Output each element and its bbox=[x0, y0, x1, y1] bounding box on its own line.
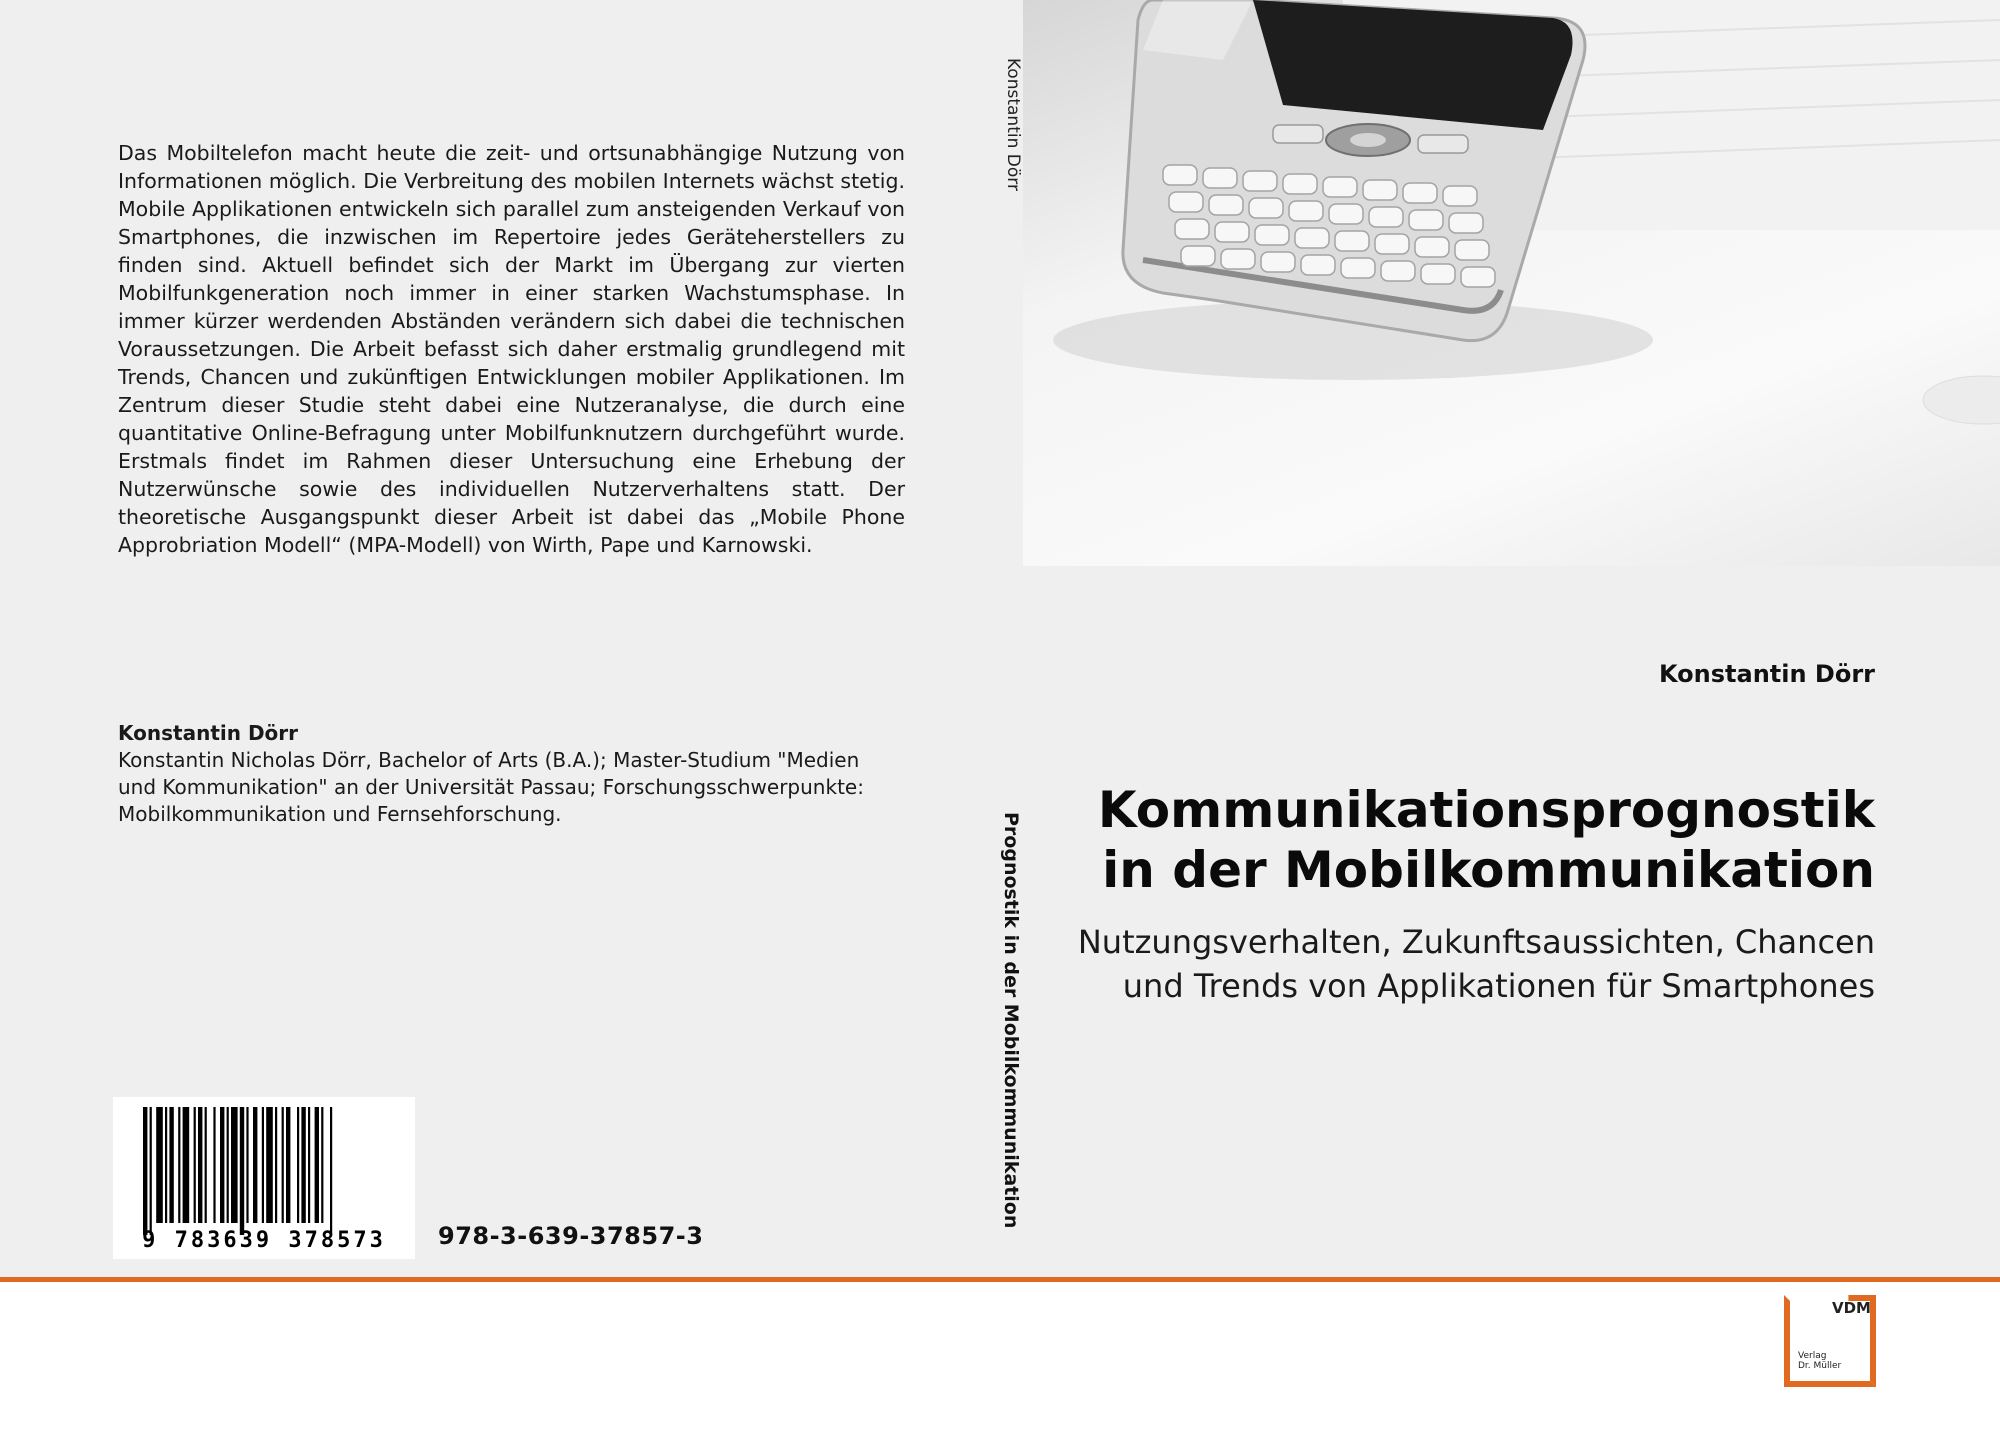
isbn-number: 978-3-639-37857-3 bbox=[438, 1222, 704, 1250]
front-author: Konstantin Dörr bbox=[1658, 660, 1875, 688]
keyboard-key-icon bbox=[1409, 210, 1443, 230]
barcode-bar bbox=[150, 1107, 152, 1235]
keyboard-key-icon bbox=[1221, 249, 1255, 269]
keyboard-key-icon bbox=[1169, 192, 1203, 212]
keyboard-key-icon bbox=[1341, 258, 1375, 278]
back-cover-blurb: Das Mobiltelefon macht heute die zeit- und ortsunabhängige Nutzung von Informationen möglich. Die Verbreitung des mobilen Internets wächst stetig. Mobile Applikationen entwickeln sich parallel zum ansteigenden Verkauf von Smartphones, die inzwischen im Repertoire jedes Geräteherstellers zu finden sind. Aktuell befindet sich der Markt im Übergang zur vierten Mobilfunkgeneration noch immer in einer starken Wachstumsphase. In immer kürzer werdenden Abständen verändern sich dabei die technischen Voraussetzungen. Die Arbeit befasst sich daher erstmalig grundlegend mit Trends, Chancen und zukünftigen Entwicklungen mobiler Applikationen. Im Zentrum dieser Studie steht dabei eine Nutzeranalyse, die durch eine quantitative Online-Befragung unter Mobilfunknutzern durchgeführt wurde. Erstmals findet im Rahmen dieser Untersuchung eine Erhebung der Nutzerwünsche sowie des individuellen Nutzerverhaltens statt. Der theoretische Ausgangspunkt dieser Arbeit ist dabei das „Mobile Phone Approbriation Modell“ (MPA-Modell) von Wirth, Pape und Karnowski. bbox=[118, 140, 905, 557]
keyboard-key-icon bbox=[1381, 261, 1415, 281]
barcode-bar bbox=[240, 1107, 244, 1235]
barcode-bar bbox=[165, 1107, 167, 1223]
author-bio-name: Konstantin Dörr bbox=[118, 721, 299, 745]
smartphone-photo bbox=[1023, 0, 2000, 566]
keyboard-key-icon bbox=[1295, 228, 1329, 248]
barcode bbox=[113, 1097, 415, 1259]
keyboard-key-icon bbox=[1243, 171, 1277, 191]
white-footer bbox=[0, 1282, 2000, 1449]
logo-verlag-text bbox=[1798, 1351, 1841, 1371]
barcode-graphic bbox=[113, 1097, 415, 1259]
barcode-bar bbox=[301, 1107, 305, 1223]
barcode-bar bbox=[194, 1107, 196, 1223]
barcode-bar bbox=[286, 1107, 290, 1223]
keyboard-key-icon bbox=[1175, 219, 1209, 239]
keyboard-key-icon bbox=[1283, 174, 1317, 194]
keyboard-key-icon bbox=[1323, 177, 1357, 197]
barcode-bar bbox=[275, 1107, 277, 1223]
keyboard-key-icon bbox=[1369, 207, 1403, 227]
publisher-logo bbox=[1784, 1295, 1876, 1387]
keyboard-key-icon bbox=[1289, 201, 1323, 221]
barcode-bar bbox=[227, 1107, 229, 1223]
barcode-bar bbox=[156, 1107, 163, 1223]
barcode-bar bbox=[220, 1107, 224, 1223]
keyboard-key-icon bbox=[1301, 255, 1335, 275]
barcode-bar bbox=[315, 1107, 319, 1223]
author-bio-text: Konstantin Nicholas Dörr, Bachelor of Arts (B.A.); Master-Studium "Medien und Kommunikation" an der Universität Passau; Forschungsschwerpunkte: Mobilkommunikation und Fernsehforschung. bbox=[118, 748, 864, 826]
keyboard-key-icon bbox=[1455, 240, 1489, 260]
keyboard-key-icon bbox=[1261, 252, 1295, 272]
barcode-bar bbox=[297, 1107, 299, 1223]
book-title bbox=[975, 780, 1875, 900]
barcode-bar bbox=[253, 1107, 257, 1223]
keyboard-key-icon bbox=[1181, 246, 1215, 266]
barcode-bar bbox=[178, 1107, 180, 1223]
smartphone-icon bbox=[1023, 0, 2000, 566]
book-subtitle-line-1: Nutzungsverhalten, Zukunftsaussichten, Chancen bbox=[1077, 923, 1875, 961]
barcode-bar bbox=[262, 1107, 264, 1223]
barcode-bar bbox=[231, 1107, 238, 1223]
barcode-bar bbox=[266, 1107, 273, 1223]
keyboard-key-icon bbox=[1443, 186, 1477, 206]
barcode-bar bbox=[143, 1107, 147, 1235]
keyboard-key-icon bbox=[1215, 222, 1249, 242]
keyboard-key-icon bbox=[1249, 198, 1283, 218]
keyboard-key-icon bbox=[1421, 264, 1455, 284]
spine-title: Prognostik in der Mobilkommunikation bbox=[1000, 812, 1022, 1229]
book-subtitle-line-2: und Trends von Applikationen für Smartphones bbox=[1122, 967, 1875, 1005]
keyboard-key-icon bbox=[1363, 180, 1397, 200]
barcode-bar bbox=[183, 1107, 190, 1223]
barcode-digits: 9 783639 378573 bbox=[142, 1228, 386, 1253]
book-subtitle bbox=[975, 920, 1875, 1008]
barcode-bar bbox=[308, 1107, 310, 1223]
keyboard-key-icon bbox=[1163, 165, 1197, 185]
barcode-bar bbox=[205, 1107, 207, 1223]
logo-verlag-line-1: Verlag bbox=[1798, 1351, 1827, 1361]
keyboard-key-icon bbox=[1255, 225, 1289, 245]
author-bio bbox=[118, 720, 888, 828]
book-title-line-1: Kommunikationsprognostik bbox=[1097, 781, 1875, 839]
barcode-bar bbox=[198, 1107, 202, 1223]
barcode-bar bbox=[169, 1107, 173, 1223]
keyboard-key-icon bbox=[1335, 231, 1369, 251]
spine-author: Konstantin Dörr bbox=[1003, 58, 1023, 191]
keyboard-key-icon bbox=[1209, 195, 1243, 215]
keyboard-key-icon bbox=[1415, 237, 1449, 257]
barcode-bar bbox=[321, 1107, 323, 1223]
barcode-bar bbox=[213, 1107, 215, 1223]
keyboard-key-icon bbox=[1329, 204, 1363, 224]
barcode-bar bbox=[330, 1107, 332, 1235]
keyboard-key-icon bbox=[1203, 168, 1237, 188]
logo-verlag-line-2: Dr. Müller bbox=[1798, 1361, 1842, 1371]
barcode-bar bbox=[282, 1107, 284, 1223]
keyboard-key-icon bbox=[1461, 267, 1495, 287]
barcode-bar bbox=[246, 1107, 248, 1223]
keyboard-key-icon bbox=[1449, 213, 1483, 233]
keyboard-key-icon bbox=[1375, 234, 1409, 254]
logo-vdm-text: VDM bbox=[1832, 1299, 1871, 1317]
book-title-line-2: in der Mobilkommunikation bbox=[1102, 841, 1875, 899]
keyboard-key-icon bbox=[1403, 183, 1437, 203]
